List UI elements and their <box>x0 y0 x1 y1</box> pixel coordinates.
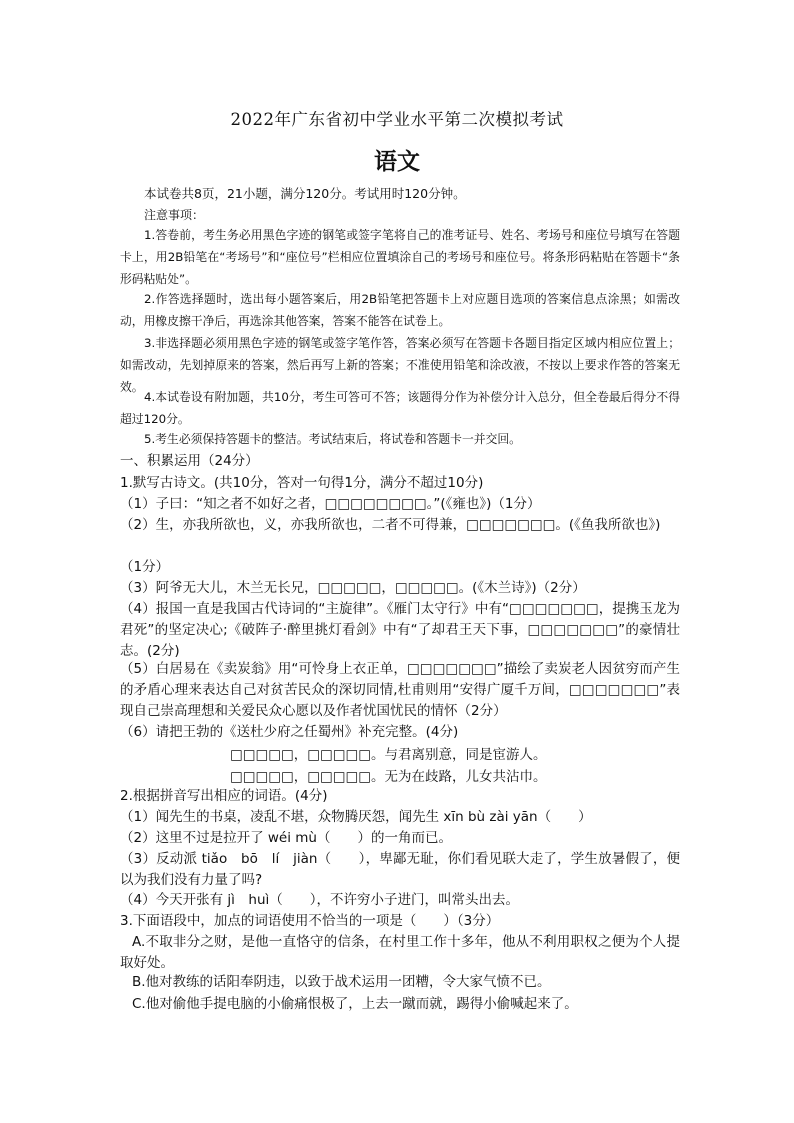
question-item: （2）这里不过是拉开了 wéi mù（ ）的一角而已。 <box>120 830 452 846</box>
question-item: （2）生，亦我所欲也，义，亦我所欲也，二者不可得兼，□□□□□□□。(《鱼我所欲也》) <box>120 517 661 533</box>
notice-heading: 注意事项： <box>144 208 205 222</box>
question-item: （1）子曰：“知之者不如好之者，□□□□□□□□。”(《雍也》)（1分） <box>120 496 541 512</box>
question-stem: 2.根据拼音写出相应的词语。(4分) <box>120 788 328 804</box>
question-stem: 1.默写古诗文。(共10分，答对一句得1分，满分不超过10分) <box>120 475 484 491</box>
question-stem: 3.下面语段中，加点的词语使用不恰当的一项是（ ）（3分） <box>120 913 500 929</box>
poem-line: □□□□□，□□□□□。与君离别意，同是宦游人。 <box>230 747 547 763</box>
section-heading: 一、积累运用（24分） <box>120 453 259 469</box>
question-item: （5）白居易在《卖炭翁》用“可怜身上衣正单，□□□□□□□”描绘了卖炭老人因贫穷而产生的矛盾心理来表达自己对贫苦民众的深切同情,杜甫则用“安得广厦千万间，□□□□□□□”表现自己崇高理想和关爱民众心愿以及作者忧国忧民的情怀（2分） <box>120 661 680 719</box>
question-item: （4）报国一直是我国古代诗词的“主旋律”。《雁门太守行》中有“□□□□□□□，提携玉龙为君死”的坚定决心;《破阵子·醉里挑灯看剑》中有“了却君王天下事，□□□□□□□”的豪情壮志。(2分) <box>120 601 680 659</box>
notice-item: 5.考生必须保持答题卡的整洁。考试结束后，将试卷和答题卡一并交回。 <box>144 432 521 446</box>
question-item: （4）今天开张有 jì huì（ ），不许穷小子进门，叫常头出去。 <box>120 892 519 908</box>
notice-item: 3.非选择题必须用黑色字迹的钢笔或签字笔作答，答案必须写在答题卡各题目指定区域内相应位置上；如需改动，先划掉原来的答案，然后再写上新的答案；不准使用铅笔和涂改液，不按以上要求作答的答案无效。 <box>120 336 680 394</box>
question-item: （1）闻先生的书桌，凌乱不堪，众物腾厌怨，闻先生 xīn bù zài yān（ ） <box>120 809 592 825</box>
question-item: （3）阿爷无大儿，木兰无长兄，□□□□□，□□□□□。(《木兰诗》)（2分） <box>120 580 586 596</box>
notice-item: 4.本试卷设有附加题，共10分，考生可答可不答；该题得分作为补偿分计入总分，但全卷最后得分不得超过120分。 <box>120 390 680 426</box>
notice-item: 2.作答选择题时，选出每小题答案后，用2B铅笔把答题卡上对应题目选项的答案信息点涂黑；如需改动，用橡皮擦干净后，再选涂其他答案，答案不能答在试卷上。 <box>120 292 680 328</box>
exam-info: 本试卷共8页，21小题，满分120分。考试用时120分钟。 <box>144 186 466 201</box>
option-b: B.他对教练的话阳奉阴违，以致于战术运用一团糟，令大家气愤不已。 <box>132 974 551 990</box>
notice-item: 1.答卷前，考生务必用黑色字迹的钢笔或签字笔将自己的准考证号、姓名、考场号和座位号填写在答题卡上，用2B铅笔在“考场号”和“座位号”栏相应位置填涂自己的考场号和座位号。将条形码粘贴在答题卡“条形码粘贴处”。 <box>120 228 680 286</box>
question-item: （3）反动派 tiǎo bō lí jiàn（ ），卑鄙无耻，你们看见联大走了，学生放暑假了，便以为我们没有力量了吗? <box>120 851 680 888</box>
poem-line: □□□□□，□□□□□。无为在歧路，儿女共沾巾。 <box>230 769 547 785</box>
exam-title: 2022年广东省初中学业水平第二次模拟考试 <box>230 110 564 129</box>
option-c: C.他对偷他手提电脑的小偷痛恨极了，上去一蹴而就，踢得小偷喊起来了。 <box>132 996 578 1012</box>
option-a: A.不取非分之财，是他一直恪守的信条，在村里工作十多年，他从不利用职权之便为个人提取好处。 <box>120 934 680 971</box>
question-item: （1分） <box>120 559 170 575</box>
question-item: （6）请把王勃的《送杜少府之任蜀州》补充完整。(4分) <box>120 724 459 740</box>
subject-title: 语文 <box>374 148 420 175</box>
